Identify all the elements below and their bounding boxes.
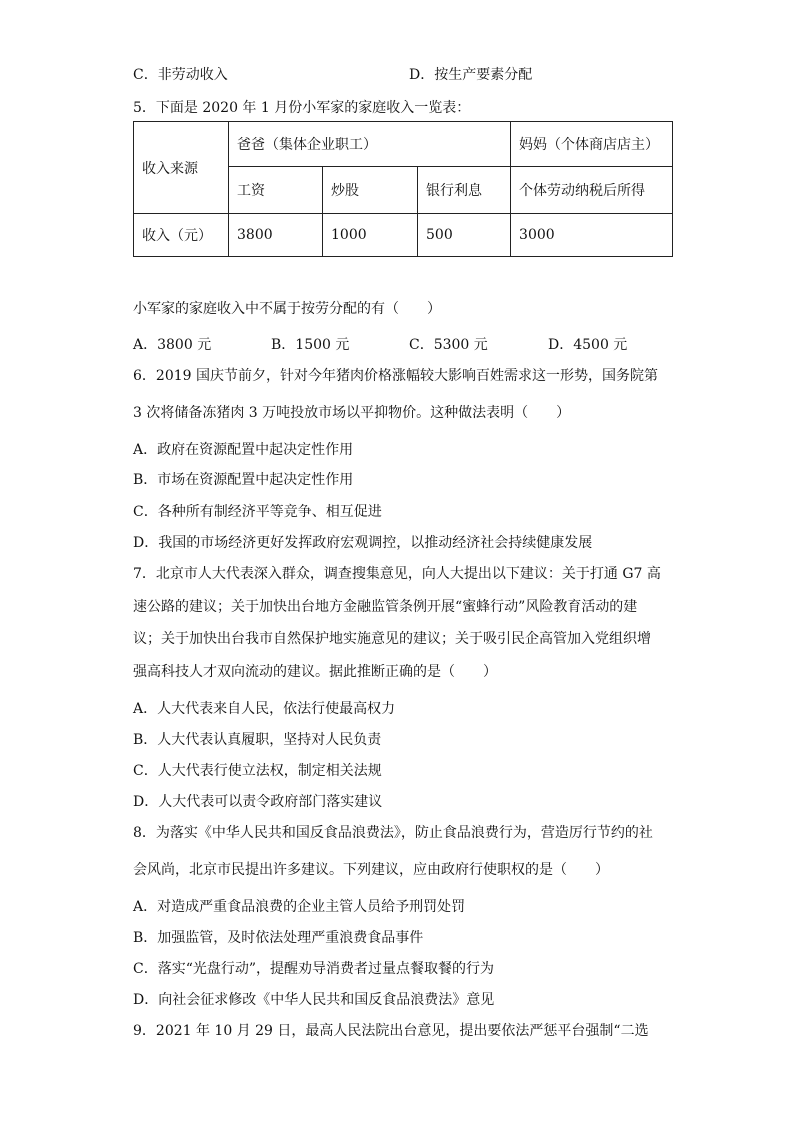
q7-stem-line1: 7．北京市人大代表深入群众，调查搜集意见，向人大提出以下建议：关于打通 G7 高 bbox=[133, 566, 661, 582]
table-dad-header: 爸爸（集体企业职工） bbox=[229, 122, 511, 167]
q5-option-a: A．3800 元 bbox=[133, 337, 212, 353]
table-col-stock: 炒股 bbox=[323, 167, 418, 214]
q7-option-b: B．人大代表认真履职，坚持对人民负责 bbox=[133, 732, 382, 748]
table-mom-header: 妈妈（个体商店店主） bbox=[511, 122, 673, 167]
q6-stem-line1: 6．2019 国庆节前夕，针对今年猪肉价格涨幅较大影响百姓需求这一形势，国务院第 bbox=[133, 368, 658, 384]
q6-option-a: A．政府在资源配置中起决定性作用 bbox=[133, 442, 354, 458]
q6-option-b: B．市场在资源配置中起决定性作用 bbox=[133, 472, 354, 488]
q6-option-d: D．我国的市场经济更好发挥政府宏观调控，以推动经济社会持续健康发展 bbox=[133, 535, 593, 551]
q7-option-c: C．人大代表行使立法权，制定相关法规 bbox=[133, 763, 382, 779]
q5-stem: 5．下面是 2020 年 1 月份小军家的家庭收入一览表： bbox=[133, 100, 471, 116]
q5-option-c: C．5300 元 bbox=[409, 337, 488, 353]
table-val-wage: 3800 bbox=[229, 214, 323, 257]
q7-option-a: A．人大代表来自人民，依法行使最高权力 bbox=[133, 701, 396, 717]
income-table bbox=[133, 121, 673, 257]
q7-option-d: D．人大代表可以责令政府部门落实建议 bbox=[133, 794, 383, 810]
table-val-interest: 500 bbox=[418, 214, 511, 257]
q7-stem-line2: 速公路的建议；关于加快出台地方金融监管条例开展“蜜蜂行动”风险教育活动的建 bbox=[133, 599, 638, 615]
table-row-label: 收入（元） bbox=[134, 214, 229, 257]
q8-option-d: D．向社会征求修改《中华人民共和国反食品浪费法》意见 bbox=[133, 992, 495, 1008]
table-source-header: 收入来源 bbox=[134, 122, 229, 214]
q9-stem-line1: 9．2021 年 10 月 29 日，最高人民法院出台意见，提出要依法严惩平台强制“二选 bbox=[133, 1023, 649, 1039]
table-val-individual: 3000 bbox=[511, 214, 673, 257]
q6-option-c: C．各种所有制经济平等竞争、相互促进 bbox=[133, 504, 382, 520]
q8-option-c: C．落实“光盘行动”，提醒劝导消费者过量点餐取餐的行为 bbox=[133, 961, 495, 977]
q4-option-d: D．按生产要素分配 bbox=[409, 67, 533, 83]
q5-option-d: D．4500 元 bbox=[548, 337, 628, 353]
q5-question: 小军家的家庭收入中不属于按劳分配的有（ ） bbox=[133, 301, 441, 317]
q5-option-b: B．1500 元 bbox=[271, 337, 350, 353]
q7-stem-line3: 议；关于加快出台我市自然保护地实施意见的建议；关于吸引民企高管加入党组织增 bbox=[133, 631, 651, 647]
table-col-interest: 银行利息 bbox=[418, 167, 511, 214]
q8-stem-line1: 8．为落实《中华人民共和国反食品浪费法》，防止食品浪费行为，营造厉行节约的社 bbox=[133, 825, 653, 841]
q8-option-a: A．对造成严重食品浪费的企业主管人员给予刑罚处罚 bbox=[133, 899, 466, 915]
q8-option-b: B．加强监管，及时依法处理严重浪费食品事件 bbox=[133, 930, 424, 946]
q8-stem-line2: 会风尚，北京市民提出许多建议。下列建议，应由政府行使职权的是（ ） bbox=[133, 862, 609, 878]
q4-option-c: C．非劳动收入 bbox=[133, 67, 228, 83]
table-val-stock: 1000 bbox=[323, 214, 418, 257]
table-col-wage: 工资 bbox=[229, 167, 323, 214]
q6-stem-line2: 3 次将储备冻猪肉 3 万吨投放市场以平抑物价。这种做法表明（ ） bbox=[133, 405, 571, 421]
table-col-individual: 个体劳动纳税后所得 bbox=[511, 167, 673, 214]
q7-stem-line4: 强高科技人才双向流动的建议。据此推断正确的是（ ） bbox=[133, 664, 497, 680]
